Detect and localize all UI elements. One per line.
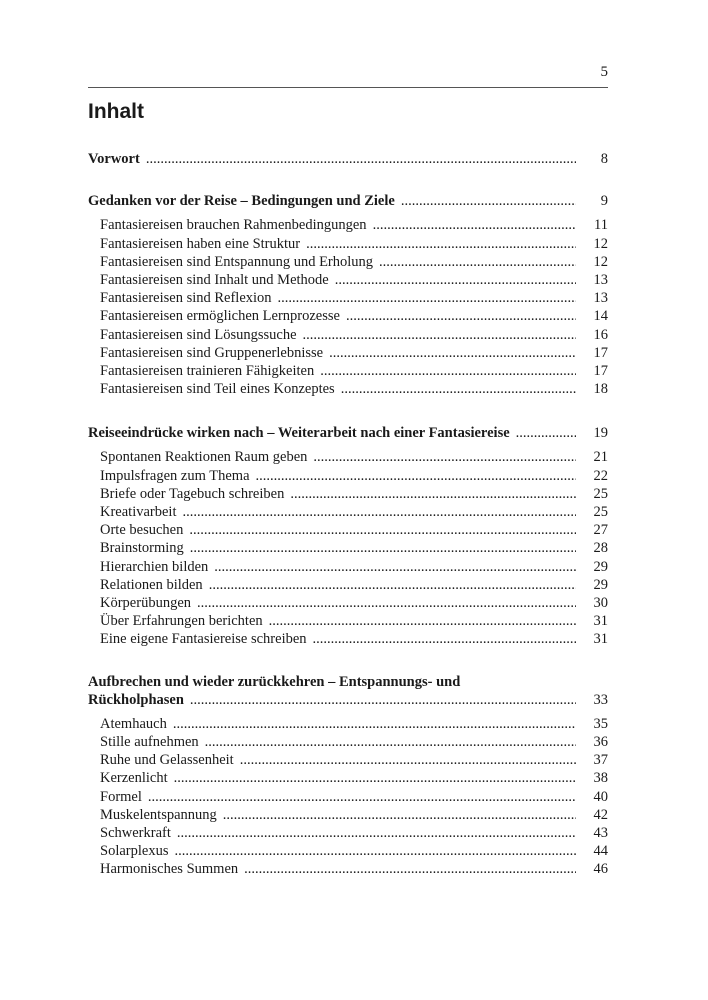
toc-entry-page: 13: [593, 290, 608, 307]
toc-entry-title: Schwerkraft: [100, 825, 171, 841]
toc-section-heading: [88, 150, 608, 168]
dot-leader: [209, 576, 576, 594]
toc-entry-page: 30: [593, 594, 608, 611]
toc-entry-title: Hierarchien bilden: [100, 558, 209, 575]
toc-entry: [88, 216, 608, 234]
toc-entry-page: 11: [594, 217, 608, 234]
toc-entry-title: Harmonisches Summen: [100, 861, 239, 878]
dot-leader: [177, 824, 576, 842]
dot-leader: [269, 612, 576, 630]
toc-entry: [88, 521, 608, 539]
toc-entry: [88, 539, 608, 557]
toc-entry: [88, 824, 608, 842]
toc-entry: [88, 576, 608, 594]
toc-entry-title: Eine eigene Fantasiereise schreiben: [100, 631, 307, 648]
toc-entry-title: Fantasiereisen trainieren Fähigkeiten: [100, 362, 315, 379]
dot-leader: [146, 150, 576, 168]
dot-leader: [341, 380, 576, 398]
toc-entry-page: 25: [593, 504, 608, 520]
toc-section: [88, 192, 608, 398]
toc-entry: [88, 594, 608, 612]
dot-leader: [306, 235, 576, 253]
dot-leader: [329, 344, 576, 362]
toc-entry-page: 29: [593, 576, 608, 593]
dot-leader: [244, 860, 576, 878]
toc-entry-page: 35: [593, 715, 608, 732]
toc-entry-title: Rückholphasen: [88, 691, 184, 708]
dot-leader: [240, 751, 576, 769]
toc-entry-page: 21: [593, 449, 608, 466]
toc-entry-title: Fantasiereisen sind Lösungssuche: [100, 326, 297, 343]
toc-entry-page: 43: [593, 825, 608, 841]
dot-leader: [278, 289, 576, 307]
toc-entry-page: 25: [593, 485, 608, 502]
toc-entry: [88, 612, 608, 630]
toc-section-title-line: Aufbrechen und wieder zurückkehren – Entspannungs- und: [88, 673, 461, 690]
toc-entry: [88, 715, 608, 733]
toc-entry-title: Fantasiereisen brauchen Rahmenbedingungen: [100, 217, 367, 234]
toc-entry: [88, 733, 608, 751]
toc-entry: [88, 326, 608, 344]
table-of-contents: [88, 150, 608, 903]
dot-leader: [223, 806, 576, 824]
toc-entry: [88, 751, 608, 769]
toc-entry-page: 46: [593, 861, 608, 878]
toc-entry-page: 8: [600, 151, 608, 167]
toc-entry-title: Fantasiereisen haben eine Struktur: [100, 235, 301, 252]
toc-entry: [88, 485, 608, 503]
toc-entry: [88, 380, 608, 398]
toc-entry-page: 18: [593, 381, 608, 398]
dot-leader: [290, 485, 576, 503]
toc-entry-title: Muskelentspannung: [100, 806, 217, 823]
toc-entry: [88, 630, 608, 648]
page-number: 5: [600, 64, 608, 80]
toc-entry-title: Impulsfragen zum Thema: [100, 467, 250, 484]
dot-leader: [335, 271, 576, 289]
toc-entry-title: Solarplexus: [100, 843, 169, 860]
dot-leader: [379, 253, 576, 271]
toc-entry-page: 38: [593, 770, 608, 787]
toc-entry-page: 36: [593, 734, 608, 751]
toc-entry-title: Gedanken vor der Reise – Bedingungen und Ziele: [88, 193, 395, 210]
toc-entry: [88, 558, 608, 576]
toc-entry: [88, 307, 608, 325]
dot-leader: [313, 448, 576, 466]
toc-entry-title: Ruhe und Gelassenheit: [100, 752, 234, 769]
toc-entry: [88, 503, 608, 521]
toc-entry-title: Fantasiereisen sind Entspannung und Erholung: [100, 253, 374, 270]
dot-leader: [303, 326, 576, 344]
dot-leader: [313, 630, 576, 648]
dot-leader: [174, 769, 576, 787]
toc-entry-title: Stille aufnehmen: [100, 734, 199, 751]
toc-entry: [88, 788, 608, 806]
toc-entry-page: 19: [593, 425, 608, 442]
toc-section: [88, 673, 608, 879]
dot-leader: [401, 192, 576, 210]
toc-entry: [88, 362, 608, 380]
toc-entry: [88, 271, 608, 289]
toc-entry-title: Kreativarbeit: [100, 504, 177, 520]
toc-entry-title: Vorwort: [88, 151, 140, 167]
toc-entry-page: 13: [593, 271, 608, 288]
page-title: Inhalt: [88, 100, 144, 123]
toc-section-heading: [88, 691, 608, 709]
toc-entry-page: 40: [593, 788, 608, 805]
toc-entry: [88, 806, 608, 824]
toc-entry-title: Brainstorming: [100, 540, 184, 557]
toc-entry-title: Relationen bilden: [100, 576, 203, 593]
toc-section-heading: [88, 424, 608, 442]
toc-entry: [88, 235, 608, 253]
toc-entry-title: Spontanen Reaktionen Raum geben: [100, 449, 308, 466]
dot-leader: [320, 362, 576, 380]
toc-entry-page: 37: [593, 752, 608, 769]
dot-leader: [205, 733, 576, 751]
toc-entry-page: 14: [593, 308, 608, 325]
toc-entry-page: 31: [593, 631, 608, 648]
toc-entry-title: Fantasiereisen sind Gruppenerlebnisse: [100, 344, 324, 361]
toc-entry-page: 33: [593, 691, 608, 708]
toc-entry-title: Über Erfahrungen berichten: [100, 613, 263, 630]
toc-entry-page: 12: [593, 253, 608, 270]
toc-entry-title: Briefe oder Tagebuch schreiben: [100, 485, 285, 502]
toc-entry-page: 28: [593, 540, 608, 557]
toc-entry-page: 44: [593, 843, 608, 860]
dot-leader: [148, 788, 576, 806]
toc-entry-title: Reiseeindrücke wirken nach – Weiterarbeit nach einer Fantasiereise: [88, 425, 510, 442]
toc-entry-page: 27: [593, 522, 608, 539]
toc-section: [88, 424, 608, 648]
dot-leader: [183, 503, 577, 521]
toc-entry-title: Kerzenlicht: [100, 770, 168, 787]
toc-entry: [88, 769, 608, 787]
toc-entry: [88, 860, 608, 878]
toc-entry: [88, 467, 608, 485]
dot-leader: [197, 594, 576, 612]
toc-entry-title: Formel: [100, 788, 142, 805]
toc-entry-title: Fantasiereisen sind Reflexion: [100, 290, 272, 307]
toc-entry: [88, 842, 608, 860]
toc-entry-page: 16: [593, 326, 608, 343]
dot-leader: [214, 558, 576, 576]
toc-entry-page: 17: [593, 362, 608, 379]
header-rule: [88, 87, 608, 88]
dot-leader: [373, 216, 576, 234]
toc-section: [88, 150, 608, 168]
dot-leader: [256, 467, 576, 485]
toc-entry-page: 29: [593, 558, 608, 575]
toc-entry-page: 31: [593, 613, 608, 630]
dot-leader: [516, 424, 576, 442]
toc-entry: [88, 253, 608, 271]
toc-entry-page: 42: [593, 806, 608, 823]
toc-entry-title: Fantasiereisen sind Inhalt und Methode: [100, 271, 329, 288]
toc-section-heading: [88, 192, 608, 210]
toc-entry-title: Fantasiereisen sind Teil eines Konzeptes: [100, 381, 335, 398]
toc-entry-title: Orte besuchen: [100, 522, 184, 539]
toc-entry-page: 9: [600, 193, 608, 210]
toc-entry: [88, 344, 608, 362]
dot-leader: [189, 521, 576, 539]
toc-entry-page: 22: [593, 467, 608, 484]
dot-leader: [173, 715, 576, 733]
toc-entry-page: 17: [593, 344, 608, 361]
dot-leader: [346, 307, 576, 325]
toc-entry: [88, 289, 608, 307]
toc-entry-page: 12: [593, 235, 608, 252]
dot-leader: [174, 842, 576, 860]
dot-leader: [190, 539, 576, 557]
toc-entry: [88, 448, 608, 466]
toc-entry-title: Körperübungen: [100, 594, 192, 611]
toc-entry-title: Atemhauch: [100, 715, 167, 732]
toc-entry-title: Fantasiereisen ermöglichen Lernprozesse: [100, 308, 340, 325]
dot-leader: [190, 691, 576, 709]
